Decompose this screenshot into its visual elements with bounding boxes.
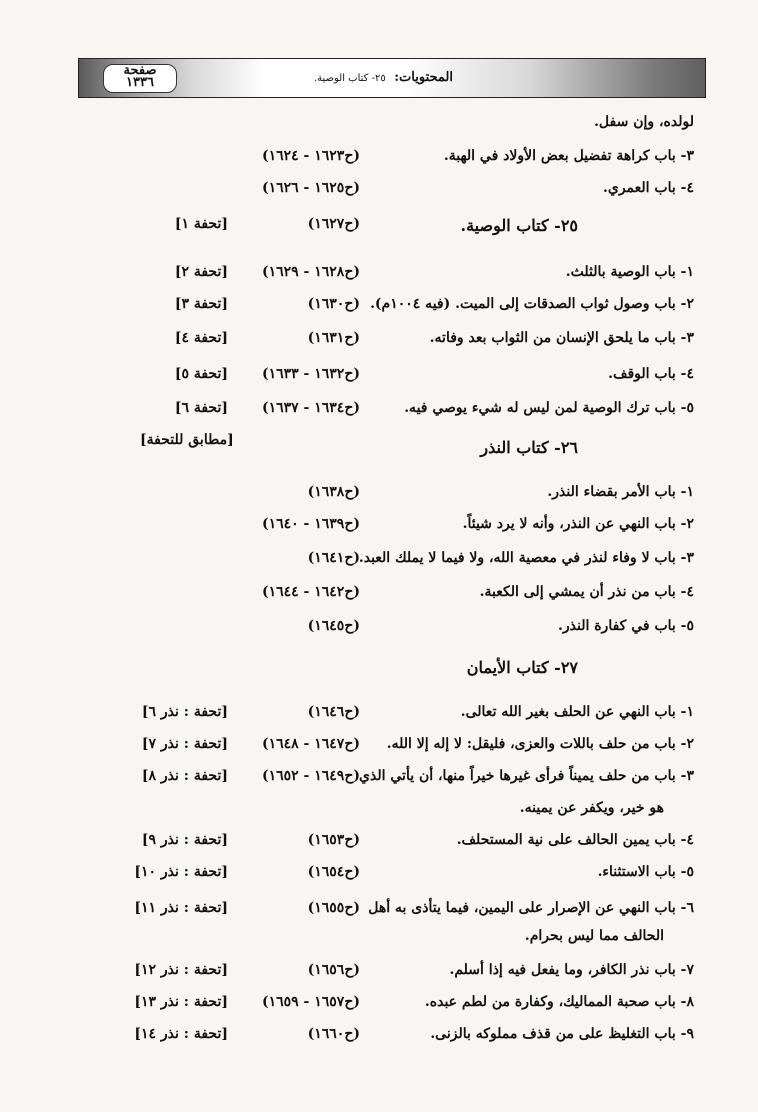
- entry-title: ٢- باب النهي عن النذر، وأنه لا يرد شيئاً.: [462, 516, 694, 532]
- list-item: [0, 896, 758, 926]
- hadith-range: (ح١٦٥٣): [307, 832, 360, 848]
- hadith-range: (ح١٦٥٧ - ١٦٥٩): [261, 994, 360, 1010]
- list-item: [0, 362, 758, 392]
- hadith-range: (ح١٦٤٧ - ١٦٤٨): [261, 736, 360, 752]
- page-number: ١٣٣٦: [126, 75, 154, 90]
- tuhfa-ref: [تحفة : نذر ١٠]: [134, 864, 228, 880]
- hadith-range: (ح١٦٢٧): [307, 216, 360, 232]
- list-item: [0, 764, 758, 794]
- hadith-range: (ح١٦٤٩ - ١٦٥٢): [261, 768, 360, 784]
- section-title: ٢٥- كتاب الوصية.: [460, 216, 578, 235]
- entry-title: ١- باب النهي عن الحلف بغير الله تعالى.: [460, 704, 694, 720]
- tuhfa-ref: [تحفة : نذر ٦]: [141, 704, 228, 720]
- header-title: المحتويات:: [394, 70, 453, 85]
- page-label: صفحة: [123, 63, 157, 78]
- hadith-range: (ح١٦٣٤ - ١٦٣٧): [261, 400, 360, 416]
- entry-title: ٩- باب التغليظ على من قذف مملوكه بالزنى.: [430, 1026, 694, 1042]
- hadith-range: (ح١٦٤٦): [307, 704, 360, 720]
- hadith-range: (ح١٦٢٨ - ١٦٢٩): [261, 264, 360, 280]
- entry-title: ١- باب الوصية بالثلث.: [565, 264, 694, 280]
- hadith-range: (ح١٦٤١): [307, 550, 360, 566]
- entry-title: ٧- باب نذر الكافر، وما يفعل فيه إذا أسلم.: [449, 962, 694, 978]
- hadith-range: (ح١٦٢٣ - ١٦٢٤): [261, 148, 360, 164]
- entry-title: ٤- باب من نذر أن يمشي إلى الكعبة.: [479, 584, 694, 600]
- list-item: [0, 614, 758, 644]
- list-item: [0, 326, 758, 356]
- hadith-range: (ح١٦٥٥): [307, 900, 360, 916]
- section-title: ٢٧- كتاب الأيمان: [466, 658, 578, 677]
- tuhfa-ref: [تحفة : نذر ٨]: [141, 768, 228, 784]
- tuhfa-ref: [تحفة ٢]: [174, 264, 228, 280]
- section-heading: [0, 434, 758, 464]
- entry-title: ٣- باب كراهة تفضيل بعض الأولاد في الهبة.: [443, 148, 694, 164]
- list-item: [0, 732, 758, 762]
- page-number-box: [103, 64, 177, 93]
- entry-title: ٨- باب صحبة المماليك، وكفارة من لطم عبده.: [424, 994, 694, 1010]
- list-item: [0, 700, 758, 730]
- hadith-range: (ح١٦٥٦): [307, 962, 360, 978]
- header-title-group: [314, 70, 453, 85]
- hadith-range: (ح١٦٥٤): [307, 864, 360, 880]
- tuhfa-ref: [تحفة ٣]: [174, 296, 228, 312]
- entry-continuation: هو خير، ويكفر عن يمينه.: [519, 800, 664, 816]
- list-item: [0, 292, 758, 322]
- entry-title: ٤- باب الوقف.: [608, 366, 694, 382]
- tuhfa-ref: [تحفة ٥]: [174, 366, 228, 382]
- entry-title: ٤- باب يمين الحالف على نية المستحلف.: [456, 832, 694, 848]
- tuhfa-ref: [تحفة : نذر ١٢]: [134, 962, 228, 978]
- list-item: [0, 958, 758, 988]
- entry-title: ٢- باب وصول ثواب الصدقات إلى الميت. (فيه ١٠٠٤م).: [370, 296, 694, 312]
- list-item: [0, 860, 758, 890]
- hadith-range: (ح١٦٤٥): [307, 618, 360, 634]
- entry-title: ٣- باب ما يلحق الإنسان من الثواب بعد وفاته.: [429, 330, 694, 346]
- list-item: [0, 480, 758, 510]
- hadith-range: (ح١٦٣٠): [307, 296, 360, 312]
- entry-title: ٥- باب الاستثناء.: [597, 864, 694, 880]
- tuhfa-ref: [تحفة : نذر ١٤]: [134, 1026, 228, 1042]
- list-item: [0, 176, 758, 206]
- hadith-range: (ح١٦٣٨): [307, 484, 360, 500]
- entry-title: ٤- باب العمري.: [603, 180, 694, 196]
- tuhfa-note: [مطابق للتحفة]: [140, 432, 234, 448]
- hadith-range: (ح١٦٣٩ - ١٦٤٠): [261, 516, 360, 532]
- list-item: [0, 1022, 758, 1052]
- hadith-range: (ح١٦٣١): [307, 330, 360, 346]
- section-heading: [0, 212, 758, 242]
- entry-title: ٥- باب في كفارة النذر.: [557, 618, 694, 634]
- tuhfa-ref: [تحفة ٦]: [174, 400, 228, 416]
- list-item: [0, 990, 758, 1020]
- hadith-range: (ح١٦٣٢ - ١٦٣٣): [261, 366, 360, 382]
- entry-title: ٢- باب من حلف باللات والعزى، فليقل: لا إله إلا الله.: [386, 736, 694, 752]
- tuhfa-ref: [تحفة : نذر ٧]: [141, 736, 228, 752]
- entry-title: ٣- باب من حلف يميناً فرأى غيرها خيراً منها، أن يأتي الذي: [359, 768, 694, 784]
- hadith-range: (ح١٦٤٢ - ١٦٤٤): [261, 584, 360, 600]
- tuhfa-ref: [تحفة : نذر ١١]: [134, 900, 228, 916]
- entry-title: ٦- باب النهي عن الإصرار على اليمين، فيما يتأذى به أهل: [368, 900, 694, 916]
- hadith-range: (ح١٦٦٠): [307, 1026, 360, 1042]
- list-item: [0, 110, 758, 140]
- tuhfa-ref: [تحفة : نذر ١٣]: [134, 994, 228, 1010]
- hadith-range: (ح١٦٢٥ - ١٦٢٦): [261, 180, 360, 196]
- list-item: [0, 828, 758, 858]
- entry-title: ١- باب الأمر بقضاء النذر.: [547, 484, 694, 500]
- entry-title: ٥- باب ترك الوصية لمن ليس له شيء يوصي فيه.: [404, 400, 694, 416]
- tuhfa-ref: [تحفة ٤]: [174, 330, 228, 346]
- entry-continuation: الحالف مما ليس بحرام.: [524, 928, 664, 944]
- tuhfa-ref: [تحفة : نذر ٩]: [141, 832, 228, 848]
- list-item: [0, 260, 758, 290]
- section-title: ٢٦- كتاب النذر: [480, 438, 578, 457]
- list-item: [0, 512, 758, 542]
- list-item: [0, 580, 758, 610]
- list-item: [0, 546, 758, 576]
- page-header: [78, 58, 706, 98]
- entry-title: ٣- باب لا وفاء لنذر في معصية الله، ولا فيما لا يملك العبد.: [358, 550, 694, 566]
- entry-title: لولده، وإن سفل.: [594, 114, 694, 130]
- header-subtitle: ٢٥- كتاب الوصية.: [313, 73, 386, 84]
- list-item: [0, 396, 758, 426]
- section-heading: [0, 654, 758, 684]
- list-item: [0, 144, 758, 174]
- tuhfa-ref: [تحفة ١]: [174, 216, 228, 232]
